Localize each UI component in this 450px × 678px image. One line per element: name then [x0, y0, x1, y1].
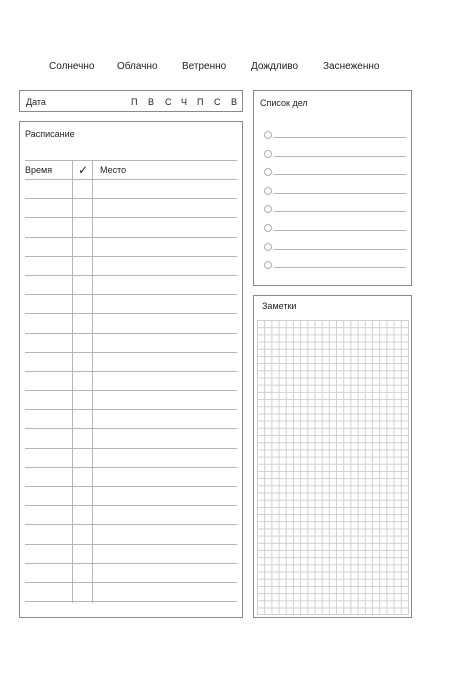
weather-cloudy: Облачно	[117, 61, 158, 72]
weather-row	[0, 61, 450, 75]
day-sat[interactable]: С	[214, 97, 221, 107]
todo-item[interactable]	[264, 131, 406, 141]
schedule-row-line[interactable]	[25, 409, 237, 410]
schedule-row-line[interactable]	[25, 428, 237, 429]
schedule-row-line[interactable]	[25, 486, 237, 487]
col-check-header: ✓	[78, 163, 89, 177]
day-fri[interactable]: П	[197, 97, 204, 107]
col-place-header: Место	[100, 165, 127, 175]
schedule-row-line[interactable]	[25, 198, 237, 199]
todo-checkbox-icon[interactable]	[264, 205, 272, 213]
schedule-row-line[interactable]	[25, 179, 237, 180]
schedule-row-line[interactable]	[25, 390, 237, 391]
todo-title: Список дел	[260, 98, 308, 108]
schedule-row-line[interactable]	[25, 352, 237, 353]
todo-line	[274, 156, 406, 157]
day-tue[interactable]: В	[148, 97, 155, 107]
date-box	[19, 90, 243, 112]
col-time-header: Время	[25, 165, 53, 175]
schedule-row-line[interactable]	[25, 563, 237, 564]
todo-checkbox-icon[interactable]	[264, 150, 272, 158]
weather-rainy: Дождливо	[251, 61, 299, 72]
day-mon[interactable]: П	[131, 97, 138, 107]
todo-line	[274, 211, 406, 212]
day-thu[interactable]: Ч	[181, 97, 187, 107]
schedule-row-line[interactable]	[25, 313, 237, 314]
todo-item[interactable]	[264, 243, 406, 253]
col-divider-1	[72, 161, 73, 603]
day-sun[interactable]: В	[231, 97, 238, 107]
weather-windy: Ветренно	[182, 61, 227, 72]
todo-item[interactable]	[264, 205, 406, 215]
schedule-row-line[interactable]	[25, 467, 237, 468]
todo-item[interactable]	[264, 168, 406, 178]
schedule-row-line[interactable]	[25, 524, 237, 525]
todo-item[interactable]	[264, 150, 406, 160]
schedule-row-line[interactable]	[25, 275, 237, 276]
todo-checkbox-icon[interactable]	[264, 243, 272, 251]
schedule-row-line[interactable]	[25, 544, 237, 545]
notes-title: Заметки	[262, 301, 297, 311]
schedule-row-line[interactable]	[25, 256, 237, 257]
todo-line	[274, 193, 406, 194]
todo-item[interactable]	[264, 187, 406, 197]
col-divider-2	[92, 161, 93, 603]
weather-snowy: Заснеженно	[323, 61, 380, 72]
todo-checkbox-icon[interactable]	[264, 131, 272, 139]
schedule-row-line[interactable]	[25, 505, 237, 506]
schedule-row-line[interactable]	[25, 294, 237, 295]
weather-sunny: Солнечно	[49, 61, 95, 72]
todo-item[interactable]	[264, 261, 406, 271]
schedule-row-line[interactable]	[25, 333, 237, 334]
schedule-row-line[interactable]	[25, 371, 237, 372]
todo-checkbox-icon[interactable]	[264, 261, 272, 269]
schedule-row-line[interactable]	[25, 601, 237, 602]
todo-line	[274, 267, 406, 268]
todo-line	[274, 249, 406, 250]
day-wed[interactable]: С	[165, 97, 172, 107]
schedule-title: Расписание	[25, 129, 75, 139]
schedule-title-divider	[25, 160, 237, 161]
todo-checkbox-icon[interactable]	[264, 224, 272, 232]
todo-line	[274, 137, 406, 138]
schedule-row-line[interactable]	[25, 582, 237, 583]
todo-item[interactable]	[264, 224, 406, 234]
schedule-row-line[interactable]	[25, 448, 237, 449]
todo-line	[274, 174, 406, 175]
schedule-row-line[interactable]	[25, 237, 237, 238]
date-label: Дата	[26, 97, 46, 107]
todo-checkbox-icon[interactable]	[264, 168, 272, 176]
notes-grid[interactable]	[257, 320, 409, 615]
todo-checkbox-icon[interactable]	[264, 187, 272, 195]
todo-line	[274, 230, 406, 231]
schedule-row-line[interactable]	[25, 217, 237, 218]
